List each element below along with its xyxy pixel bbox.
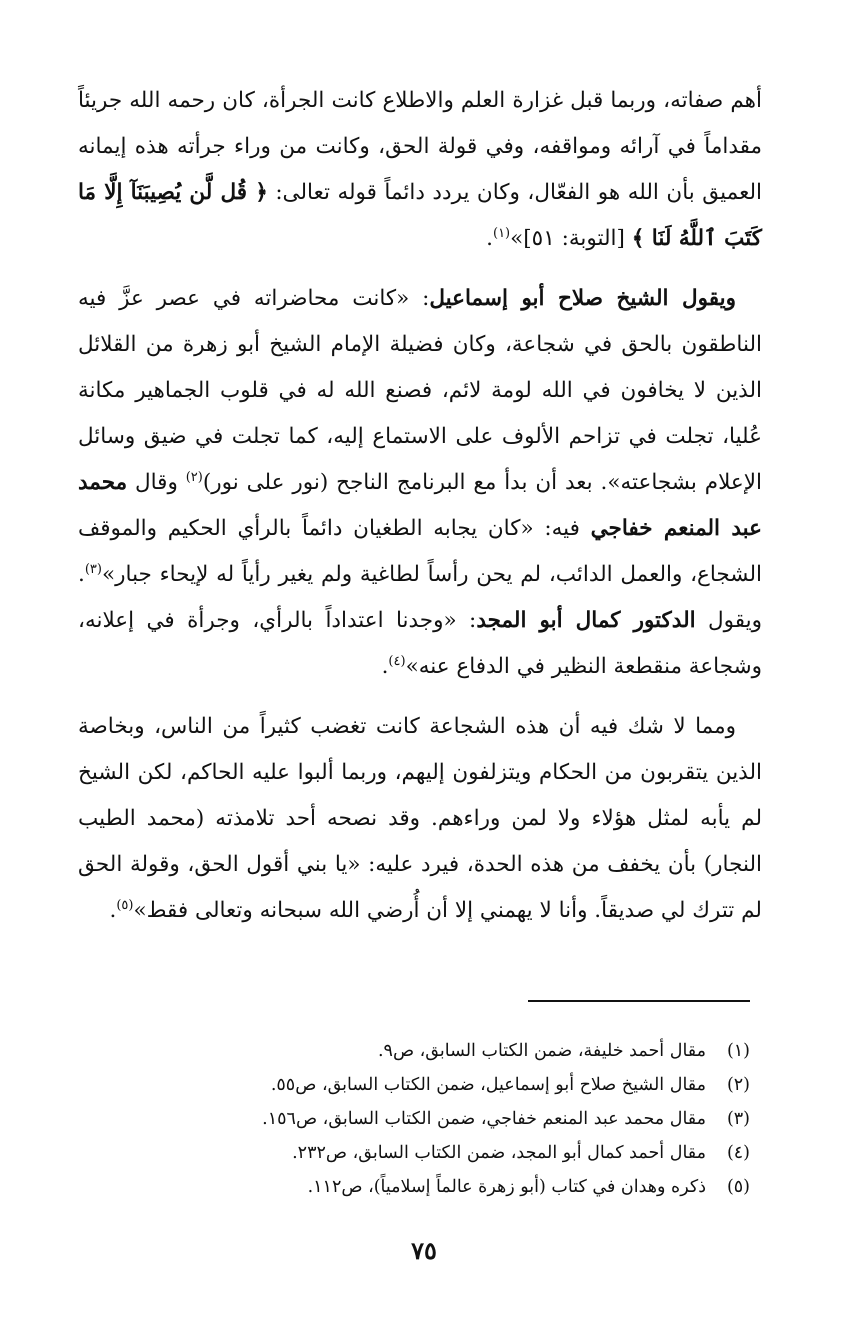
text-run: . — [381, 654, 389, 679]
footnotes — [90, 1034, 750, 1204]
footnote-text: مقال أحمد كمال أبو المجد، ضمن الكتاب السابق، ص٢٣٢. — [292, 1143, 706, 1163]
text-run: : «وجدنا اعتداداً بالرأي، وجرأة في إعلانه، وشجاعة منقطعة النظير في الدفاع عنه» — [78, 608, 762, 679]
text-run: أهم صفاته، وربما قبل غزارة العلم والاطلاع كانت الجرأة، كان رحمه الله جريئاً مقداماً في آرائه ومواقفه، وفي قولة الحق، وكانت من وراء جرأته هذه إيمانه العميق بأن الله هو الفعّال، وكان يردد دائماً قوله تعالى: — [78, 88, 762, 205]
footnote-number: (٤) — [726, 1143, 750, 1163]
body-text — [78, 78, 762, 934]
footnote-reference: (٣) — [84, 561, 102, 577]
text-run: : «كانت محاضراته في عصر عزَّ فيه الناطقون بالحق في شجاعة، وكان فضيلة الإمام الشيخ أبو زهرة من القلائل الذين لا يخافون في الله لومة لائم، فصنع الله له في قلوب الجماهير مكانة عُليا، تجلت في تزاحم الألوف على الاستماع إليه، كما تجلت في ضيق وسائل الإعلام بشجاعته». بعد أن بدأ مع البرنامج الناجح (نور على نور) — [78, 286, 762, 495]
bold-name: الدكتور كمال أبو المجد — [476, 608, 696, 633]
quran-verse: ﴿ قُل لَّن يُصِيبَنَآ إِلَّا مَا كَتَبَ ٱللَّهُ لَنَا ﴾ — [78, 180, 762, 251]
text-run: . — [486, 226, 493, 251]
footnote-text: مقال أحمد خليفة، ضمن الكتاب السابق، ص٩. — [377, 1041, 706, 1061]
text-run: . ويقول — [78, 562, 763, 633]
text-run: [التوبة: ٥١]» — [510, 226, 632, 251]
paragraph-p3 — [78, 704, 762, 934]
footnote-item — [90, 1170, 750, 1204]
text-run: ومما لا شك فيه أن هذه الشجاعة كانت تغضب كثيراً من الناس، وبخاصة الذين يتقربون من الحكام ويتزلفون إليهم، وربما ألبوا عليه الحاكم، لكن الشيخ لم يأبه لمثل هؤلاء ولا لمن وراءهم. وقد نصحه أحد تلامذته (محمد الطيب النجار) بأن يخفف من هذه الحدة، فيرد عليه: «يا بني أقول الحق، وقولة الحق لم تترك لي صديقاً. وأنا لا يهمني إلا أن أُرضي الله سبحانه وتعالى فقط» — [78, 714, 762, 923]
footnote-reference: (١) — [492, 225, 511, 241]
text-run: . — [109, 898, 117, 923]
footnote-text: ذكره وهدان في كتاب (أبو زهرة عالماً إسلامياً)، ص١١٢. — [307, 1177, 706, 1197]
page-number: ٧٥ — [411, 1236, 437, 1265]
text-run: وقال — [127, 470, 186, 495]
footnote-item — [90, 1136, 750, 1170]
footnote-reference: (٢) — [185, 469, 203, 485]
bold-name: محمد عبد المنعم خفاجي — [78, 470, 762, 541]
footnote-reference: (٤) — [388, 653, 406, 669]
footnote-item — [90, 1034, 750, 1068]
footnote-text: مقال محمد عبد المنعم خفاجي، ضمن الكتاب السابق، ص١٥٦. — [262, 1109, 706, 1129]
footnote-item — [90, 1068, 750, 1102]
footnote-separator — [528, 1000, 750, 1002]
text-run: فيه: «كان يجابه الطغيان دائماً بالرأي الحكيم والموقف الشجاع، والعمل الدائب، لم يحن رأساً لطاغية ولم يغير رأياً له لإيحاء جبار» — [78, 516, 762, 587]
footnote-number: (٣) — [726, 1109, 750, 1129]
bold-name: ويقول الشيخ صلاح أبو إسماعيل — [429, 286, 736, 311]
footnote-number: (٥) — [726, 1177, 750, 1197]
footnote-item — [90, 1102, 750, 1136]
footnote-text: مقال الشيخ صلاح أبو إسماعيل، ضمن الكتاب السابق، ص٥٥. — [270, 1075, 706, 1095]
footnote-number: (١) — [726, 1041, 750, 1061]
paragraph-p1 — [78, 78, 762, 262]
footnote-number: (٢) — [726, 1075, 750, 1095]
paragraph-p2 — [78, 276, 762, 690]
footnote-reference: (٥) — [116, 897, 134, 913]
